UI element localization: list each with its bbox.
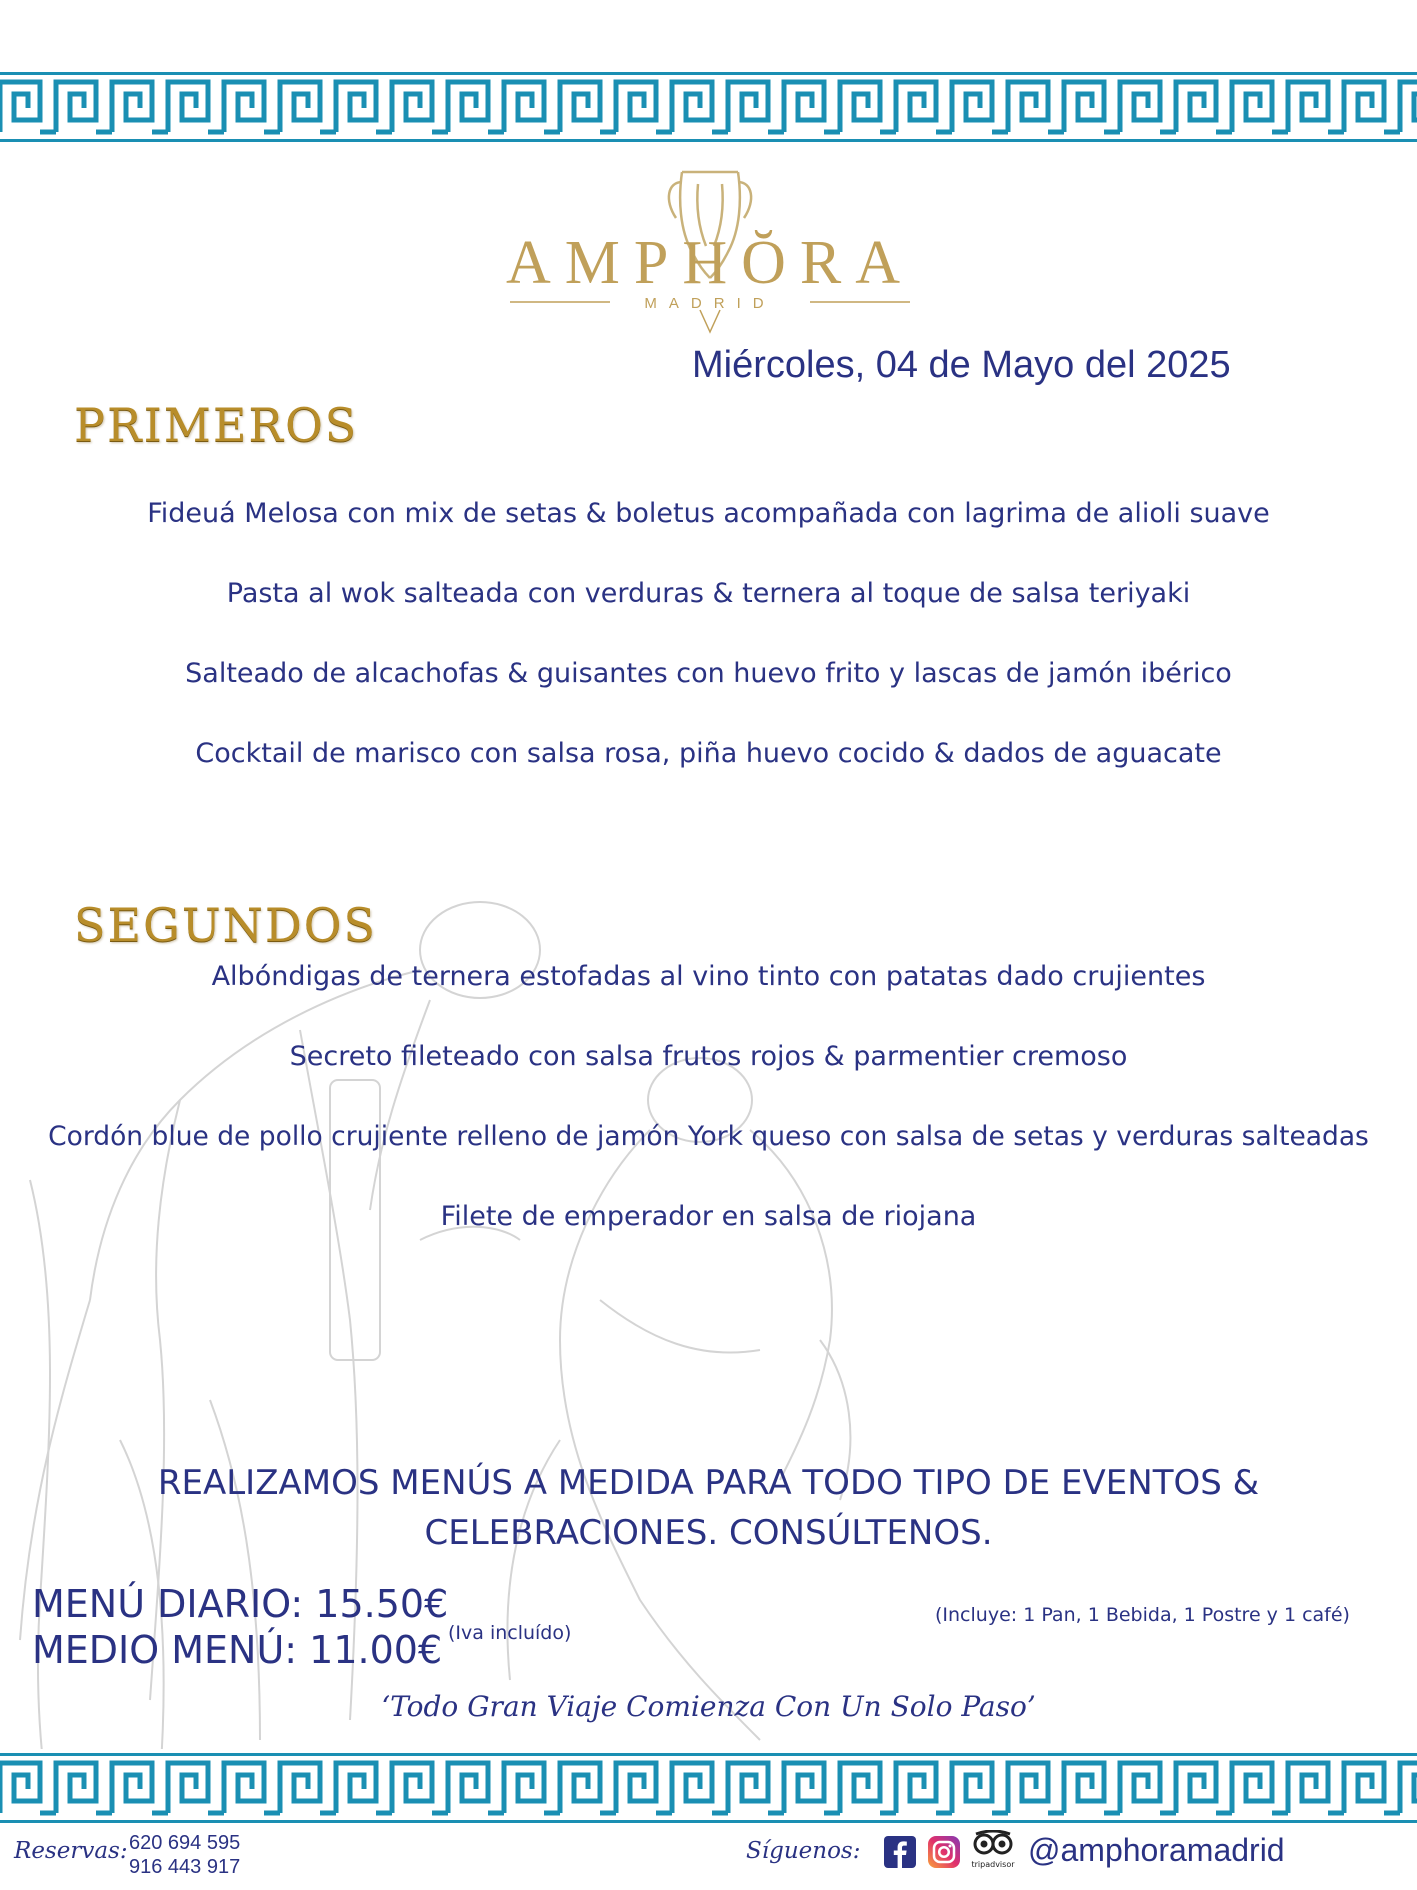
instagram-icon[interactable] (928, 1836, 960, 1873)
phone-2[interactable]: 916 443 917 (129, 1856, 241, 1878)
amphora-logo (500, 160, 920, 340)
dish-primero-2: Pasta al wok salteada con verduras & ternera al toque de salsa teriyaki (226, 578, 1191, 609)
dish-segundo-1: Albóndigas de ternera estofadas al vino tinto con patatas dado crujientes (211, 961, 1206, 992)
heading-segundos: SEGUNDOS (74, 898, 377, 952)
price-medio-menu: MEDIO MENÚ: 11.00€ (32, 1628, 443, 1672)
greek-key-border-bottom (0, 1749, 1417, 1827)
facebook-icon[interactable] (884, 1836, 916, 1873)
social-handle[interactable]: @amphoramadrid (1028, 1832, 1285, 1868)
dish-primero-4: Cocktail de marisco con salsa rosa, piña huevo cocido & dados de aguacate (195, 738, 1222, 769)
heading-primeros: PRIMEROS (74, 398, 359, 452)
events-line-1: REALIZAMOS MENÚS A MEDIDA PARA TODO TIPO DE EVENTOS & (157, 1463, 1260, 1503)
menu-date: Miércoles, 04 de Mayo del 2025 (692, 344, 1231, 386)
reservas-label: Reservas: (14, 1838, 128, 1864)
dish-primero-3: Salteado de alcachofas & guisantes con huevo frito y lascas de jamón ibérico (185, 658, 1232, 689)
brand-city: MADRID (644, 295, 776, 312)
dish-segundo-4: Filete de emperador en salsa de riojana (440, 1201, 977, 1232)
events-line-2: CELEBRACIONES. CONSÚLTENOS. (424, 1513, 993, 1553)
follow-label: Síguenos: (746, 1838, 861, 1864)
tripadvisor-wordmark: tripadvisor (971, 1860, 1015, 1869)
dish-primero-1: Fideuá Melosa con mix de setas & boletus acompañada con lagrima de alioli suave (147, 498, 1270, 529)
price-menu-diario: MENÚ DIARIO: 15.50€ (32, 1582, 449, 1626)
dish-segundo-3: Cordón blue de pollo crujiente relleno de jamón York queso con salsa de setas y verduras salteadas (48, 1121, 1369, 1152)
phone-1[interactable]: 620 694 595 (129, 1832, 241, 1854)
motto-quote: ‘Todo Gran Viaje Comienza Con Un Solo Paso’ (381, 1690, 1036, 1723)
includes-note: (Incluye: 1 Pan, 1 Bebida, 1 Postre y 1 café) (935, 1604, 1350, 1626)
iva-note: (Iva incluído) (448, 1622, 572, 1644)
dish-segundo-2: Secreto fileteado con salsa frutos rojos & parmentier cremoso (289, 1041, 1128, 1072)
tripadvisor-icon[interactable] (970, 1830, 1016, 1875)
greek-key-border-top (0, 68, 1417, 146)
brand-name: AMPHŎRA (505, 229, 915, 297)
